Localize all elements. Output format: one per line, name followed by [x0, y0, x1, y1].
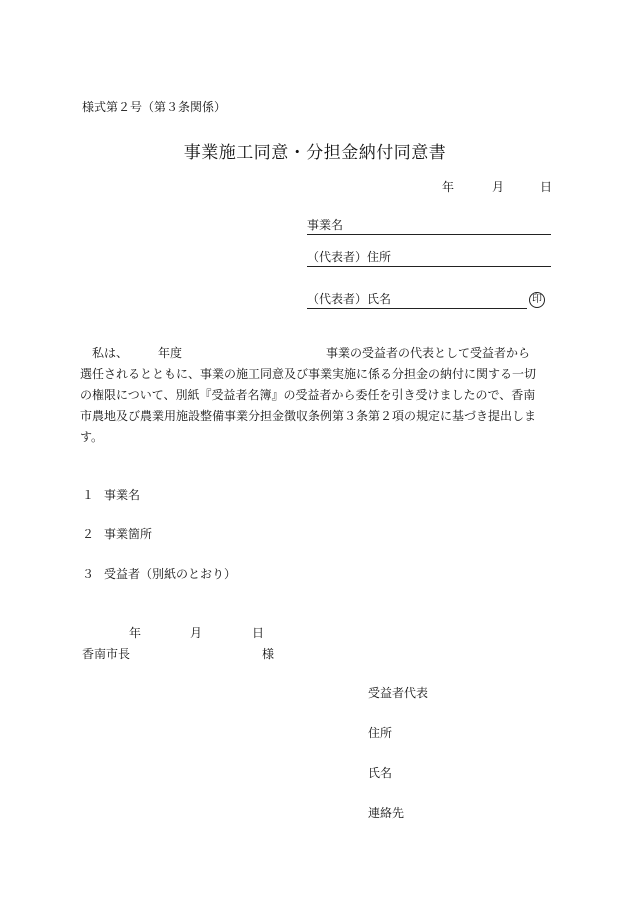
rep-address-field[interactable]	[307, 248, 551, 267]
item-label: 事業箇所	[104, 527, 153, 541]
rep-address-label: （代表者）住所	[307, 250, 392, 264]
item-label: 事業名	[104, 488, 141, 502]
statement-line: 私は、 年度 事業の受益者の代表として受益者から	[80, 346, 531, 360]
date-day-label: 日	[252, 626, 265, 640]
addressee-honorific: 様	[262, 647, 275, 661]
statement-line: 選任されるとともに、事業の施工同意及び事業実施に係る分担金の納付に関する一切	[80, 367, 537, 381]
rep-name-label: （代表者）氏名	[307, 292, 392, 306]
project-name-field[interactable]	[307, 216, 551, 235]
project-name-label: 事業名	[307, 218, 344, 232]
representative-address-label: 住所	[368, 726, 393, 740]
item-number: ２	[82, 527, 95, 541]
consent-statement	[80, 343, 550, 448]
item-project-name	[82, 486, 140, 503]
form-number: 様式第２号（第３条関係）	[82, 100, 227, 114]
date-year-label: 年	[442, 180, 455, 194]
representative-contact-label: 連絡先	[368, 806, 405, 820]
date-month-label: 月	[492, 180, 505, 194]
item-project-location	[82, 525, 152, 542]
addressee-mayor: 香南市長	[82, 647, 131, 661]
date-year-label: 年	[129, 626, 142, 640]
statement-line: 市農地及び農業用施設整備事業分担金徴収条例第３条第２項の規定に基づき提出しま	[80, 409, 537, 423]
item-number: ３	[82, 567, 95, 581]
seal-mark: 印	[529, 292, 545, 308]
item-number: １	[82, 488, 95, 502]
item-beneficiaries	[82, 565, 236, 582]
item-label: 受益者（別紙のとおり）	[104, 567, 237, 581]
representative-name-label: 氏名	[368, 766, 393, 780]
date-month-label: 月	[190, 626, 203, 640]
rep-name-field[interactable]	[307, 290, 527, 309]
document-title: 事業施工同意・分担金納付同意書	[183, 143, 447, 163]
statement-line: す。	[80, 430, 104, 444]
representative-heading: 受益者代表	[368, 686, 429, 700]
statement-line: の権限について、別紙『受益者名簿』の受益者から委任を引き受けましたので、香南	[80, 388, 536, 402]
date-day-label: 日	[540, 180, 553, 194]
